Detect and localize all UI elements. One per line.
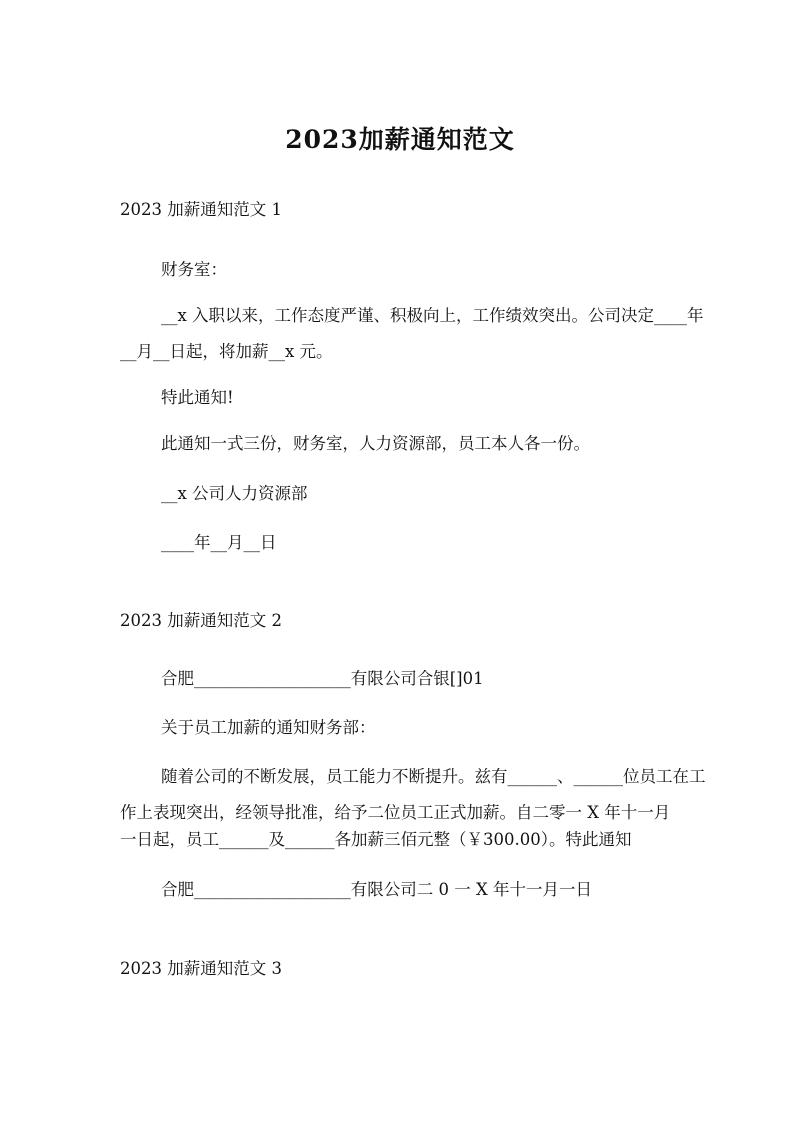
section-2-body-line-3: 一日起，员工______及______各加薪三佰元整（￥300.00）。特此通知 [120,830,632,849]
section-3-heading: 2023 加薪通知范文 3 [120,959,282,978]
section-1-heading: 2023 加薪通知范文 1 [120,200,282,219]
document-title: 2023加薪通知范文 [285,125,515,154]
section-2-signature-line: 合肥___________________有限公司二 0 一 X 年十一月一日 [161,880,592,899]
section-2-heading: 2023 加薪通知范文 2 [120,611,282,630]
section-1-body-line-1: __x 入职以来，工作态度严谨、积极向上，工作绩效突出。公司决定____年 [161,306,704,325]
section-2-body-line-2: 作上表现突出，经领导批准，给予二位员工正式加薪。自二零一 X 年十一月 [120,803,671,822]
section-1-date: ____年__月__日 [161,533,277,552]
section-1-signature: __x 公司人力资源部 [161,484,308,503]
section-1-notice: 特此通知! [161,388,234,407]
section-2-subject: 关于员工加薪的通知财务部： [161,718,376,737]
section-1-recipient: 财务室： [161,260,227,279]
section-1-body-line-2: __月__日起，将加薪__x 元。 [120,342,333,361]
section-2-company-line: 合肥___________________有限公司合银[]01 [161,669,484,688]
section-2-body-line-1: 随着公司的不断发展，员工能力不断提升。兹有______、______位员工在工 [161,767,706,786]
section-1-copies: 此通知一式三份，财务室，人力资源部，员工本人各一份。 [161,434,590,453]
